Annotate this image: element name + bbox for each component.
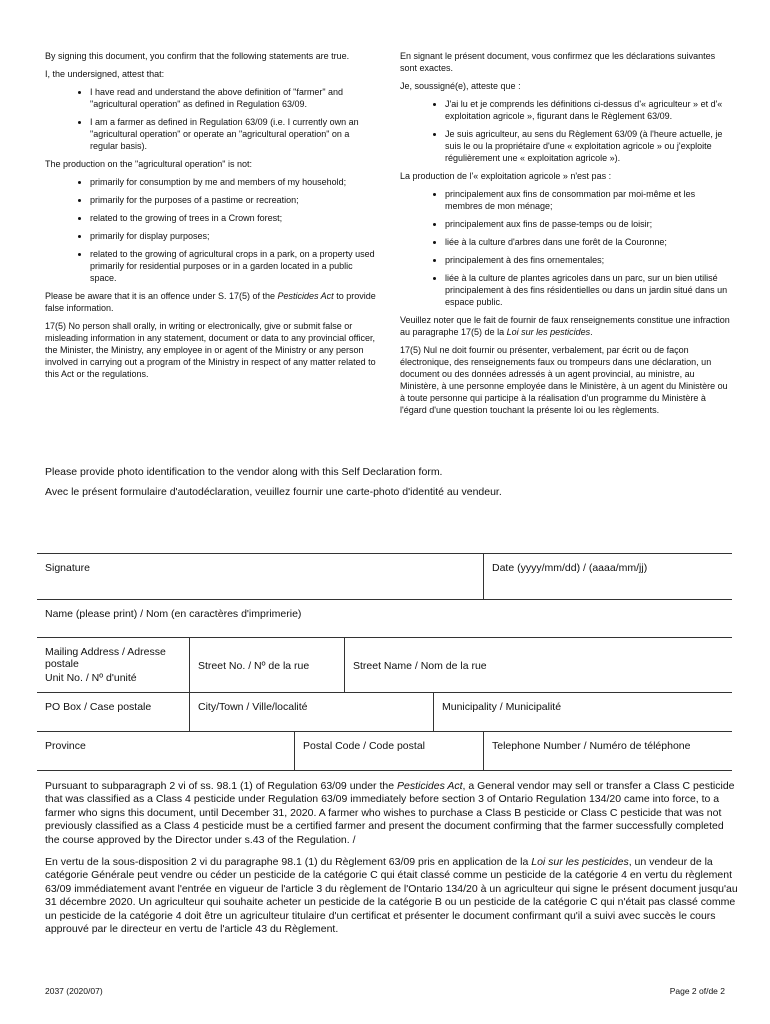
- address-row: [37, 638, 732, 693]
- declaration-form: [37, 553, 732, 771]
- list-item: • I am a farmer as defined in Regulation 63/09 (i.e. I currently own an "agricultural operation" or operate an "agricultural operation" on a regular basis).: [90, 116, 377, 152]
- photo-id-notice-en: Please provide photo identification to the vendor along with this Self Declaration form.: [45, 466, 443, 478]
- list-item: • primarily for consumption by me and members of my household;: [90, 176, 377, 188]
- street-name-label: Street Name / Nom de la rue: [353, 660, 487, 672]
- mailing-address-label: Mailing Address / Adresse postale: [45, 646, 166, 670]
- list-item: • related to the growing of agricultural crops in a park, on a property used primarily for residential purposes or in a garden located in a public space.: [90, 248, 377, 284]
- production-heading: La production de l'« exploitation agricole » n'est pas :: [400, 171, 612, 181]
- name-field[interactable]: [37, 600, 732, 637]
- list-item: • primarily for the purposes of a pastime or recreation;: [90, 194, 377, 206]
- attest-list: [45, 86, 377, 152]
- attest-heading: I, the undersigned, attest that:: [45, 69, 165, 79]
- signature-field[interactable]: [37, 554, 483, 599]
- list-item: • principalement aux fins de consommation par moi-même et les membres de mon ménage;: [445, 188, 730, 212]
- regulation-paragraph-fr: En vertu de la sous-disposition 2 vi du paragraphe 98.1 (1) du Règlement 63/09 pris en application de la Loi sur les pesticides, un vendeur de la catégorie Générale peut vendre ou céder un pesticide de la catégorie C qui était classé comme un pesticide de la catégorie 4 en vertu du règlement 63/09 immédiatement avant l'entrée en vigueur de l'article 3 du règlement de l'Ontario 134/20 à un agriculteur qui signe le présent document jusqu'au 31 décembre 2020. Un agriculteur qui souhaite acheter un pesticide de la catégorie B ou un pesticide de la catégorie C qui n'était pas classé comme un pesticide de la catégorie 4 doit être un agriculteur titulaire d'un certificat et présenter le document confirmant qu'il a suivi avec succès le cours approuvé par le directeur en vertu de l'article 43 du Règlement.: [45, 856, 738, 936]
- postal-code-field[interactable]: [294, 732, 483, 770]
- date-field[interactable]: [483, 554, 732, 599]
- list-item: • liée à la culture de plantes agricoles dans un parc, sur un bien utilisé principalement à des fins résidentielles ou dans un jardin situé dans un espace public.: [445, 272, 730, 308]
- form-number: 2037 (2020/07): [45, 986, 103, 996]
- regulation-paragraph-en: Pursuant to subparagraph 2 vi of ss. 98.1 (1) of Regulation 63/09 under the Pesticides Act, a General vendor may sell or transfer a Class C pesticide that was classified as a Class 4 pesticide under Regulation 63/09 immediately before section 3 of Ontario Regulation 134/20 came into force, to a farmer who signs this document, until December 31, 2020. A farmer who wishes to purchase a Class B pesticide or Class C pesticide that was not previously classified as a Class 4 pesticide must be a certified farmer and present the document confirming that the farmer successfully completed the course approved by the Director under s.43 of the Regulation. /: [45, 780, 735, 846]
- list-item: • primarily for display purposes;: [90, 230, 377, 242]
- po-box-label: PO Box / Case postale: [45, 701, 152, 713]
- name-label: Name (please print) / Nom (en caractères d'imprimerie): [45, 608, 302, 620]
- list-item: • liée à la culture d'arbres dans une forêt de la Couronne;: [445, 236, 730, 248]
- postal-code-label: Postal Code / Code postal: [303, 740, 425, 752]
- offence-notice: Veuillez noter que le fait de fournir de faux renseignements constitue une infraction au paragraphe 17(5) de la Loi sur les pesticides.: [400, 315, 730, 337]
- list-item: • Je suis agriculteur, au sens du Règlement 63/09 (à l'heure actuelle, je suis le ou la propriétaire d'une « exploitation agricole » ou j'exploite régulièrement une « exploitation agricole »).: [445, 128, 730, 164]
- intro-text: By signing this document, you confirm that the following statements are true.: [45, 51, 350, 61]
- city-label: City/Town / Ville/localité: [198, 701, 308, 713]
- photo-id-notice-fr: Avec le présent formulaire d'autodéclaration, veuillez fournir une carte-photo d'identité au vendeur.: [45, 486, 502, 498]
- attest-list: [400, 98, 730, 164]
- street-number-label: Street No. / Nº de la rue: [198, 660, 310, 672]
- signature-label: Signature: [45, 562, 90, 574]
- french-declaration-column: [400, 50, 730, 422]
- page-number: Page 2 of/de 2: [669, 986, 725, 996]
- list-item: • J'ai lu et je comprends les définitions ci-dessus d'« agriculteur » et d'« exploitation agricole », figurant dans le Règlement 63/09.: [445, 98, 730, 122]
- intro-text: En signant le présent document, vous confirmez que les déclarations suivantes sont exactes.: [400, 51, 716, 73]
- section-17-5-text: 17(5) No person shall orally, in writing or electronically, give or submit false or misleading information in any statement, document or data to any provincial officer, the Minister, the Ministry, any employee in or agent of the Ministry or any person involved in carrying out a program of the Ministry in respect of any matter related to this Act or the regulations.: [45, 321, 376, 379]
- province-field[interactable]: [37, 732, 294, 770]
- section-17-5-text: 17(5) Nul ne doit fournir ou présenter, verbalement, par écrit ou de façon électronique, des renseignements faux ou trompeurs dans une déclaration, un document ou des données adressés à un agent provincial, au ministre, au Ministère, à une personne employée dans le Ministère, à un agent du Ministère ou à toute personne qui participe à la réalisation d'un programme du Ministère à l'égard d'une question touchant la présente loi ou les règlements.: [400, 345, 728, 415]
- production-list: [45, 176, 377, 284]
- attest-heading: Je, soussigné(e), atteste que :: [400, 81, 521, 91]
- list-item: • related to the growing of trees in a Crown forest;: [90, 212, 377, 224]
- street-number-field[interactable]: [189, 638, 344, 692]
- date-label: Date (yyyy/mm/dd) / (aaaa/mm/jj): [492, 562, 648, 574]
- unit-label: Unit No. / Nº d'unité: [45, 672, 137, 684]
- unit-field[interactable]: [37, 638, 189, 692]
- english-declaration-column: [45, 50, 377, 386]
- production-list: [400, 188, 730, 308]
- province-label: Province: [45, 740, 86, 752]
- list-item: • principalement à des fins ornementales;: [445, 254, 730, 266]
- signature-row: [37, 554, 732, 600]
- city-field[interactable]: [189, 693, 433, 731]
- po-box-field[interactable]: [37, 693, 189, 731]
- province-row: [37, 732, 732, 771]
- telephone-field[interactable]: [483, 732, 732, 770]
- production-heading: The production on the "agricultural operation" is not:: [45, 159, 253, 169]
- telephone-label: Telephone Number / Numéro de téléphone: [492, 740, 691, 752]
- name-row: [37, 600, 732, 638]
- municipality-label: Municipality / Municipalité: [442, 701, 562, 713]
- list-item: • I have read and understand the above definition of "farmer" and "agricultural operation" as defined in Regulation 63/09.: [90, 86, 377, 110]
- offence-notice: Please be aware that it is an offence under S. 17(5) of the Pesticides Act to provide false information.: [45, 291, 376, 313]
- street-name-field[interactable]: [344, 638, 732, 692]
- list-item: • principalement aux fins de passe-temps ou de loisir;: [445, 218, 730, 230]
- municipality-field[interactable]: [433, 693, 732, 731]
- po-city-row: [37, 693, 732, 732]
